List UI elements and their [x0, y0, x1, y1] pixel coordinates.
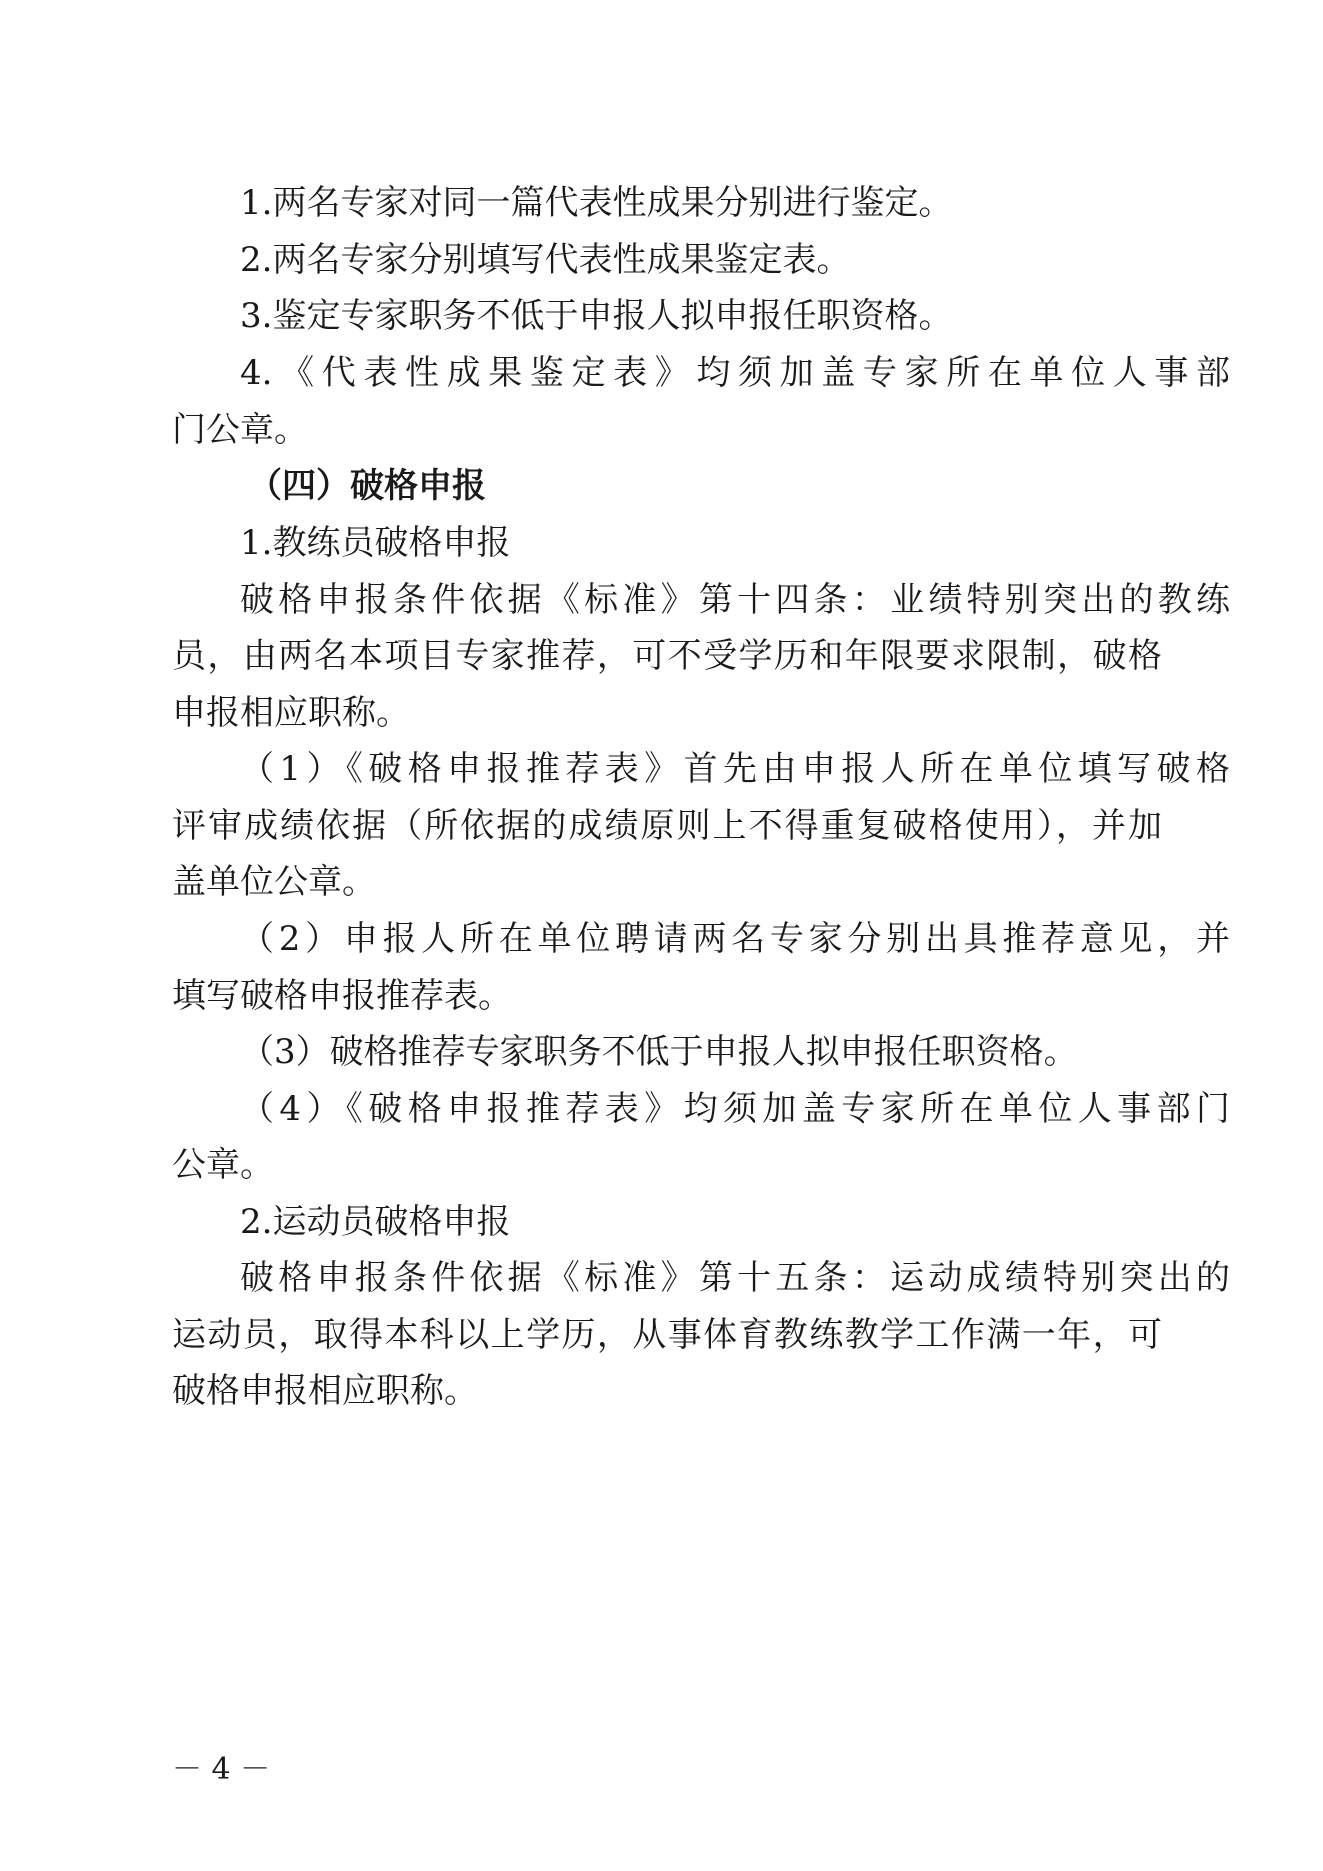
- text-line: 门公章。: [172, 410, 308, 450]
- page-number: － 4 －: [172, 1752, 271, 1787]
- text-line: 2.两名专家分别填写代表性成果鉴定表。: [240, 240, 851, 280]
- text-line: 评审成绩依据（所依据的成绩原则上不得重复破格使用），并加: [172, 806, 1162, 846]
- text-line: 公章。: [172, 1145, 274, 1185]
- text-line: 盖单位公章。: [172, 862, 376, 902]
- text-line: 破格申报条件依据《标准》第十四条：业绩特别突出的教练: [240, 580, 1230, 620]
- text-line: 破格申报相应职称。: [172, 1371, 478, 1411]
- text-line: 申报相应职称。: [172, 693, 410, 733]
- text-line: 破格申报条件依据《标准》第十五条：运动成绩特别突出的: [240, 1258, 1230, 1298]
- text-line: （4）《破格申报推荐表》均须加盖专家所在单位人事部门: [240, 1089, 1230, 1129]
- text-line: 运动员，取得本科以上学历，从事体育教练教学工作满一年，可: [172, 1315, 1162, 1355]
- text-line: 填写破格申报推荐表。: [172, 976, 512, 1016]
- text-line: 员，由两名本项目专家推荐，可不受学历和年限要求限制，破格: [172, 636, 1162, 676]
- text-line: （1）《破格申报推荐表》首先由申报人所在单位填写破格: [240, 749, 1230, 789]
- text-line: 3.鉴定专家职务不低于申报人拟申报任职资格。: [240, 296, 953, 336]
- text-line: （3）破格推荐专家职务不低于申报人拟申报任职资格。: [240, 1032, 1078, 1072]
- text-line: 4.《代表性成果鉴定表》均须加盖专家所在单位人事部: [240, 353, 1230, 393]
- section-heading: （四）破格申报: [248, 466, 486, 506]
- text-line: 1.教练员破格申报: [240, 523, 511, 563]
- text-line: （2）申报人所在单位聘请两名专家分别出具推荐意见，并: [240, 919, 1230, 959]
- text-line: 2.运动员破格申报: [240, 1202, 511, 1242]
- text-line: 1.两名专家对同一篇代表性成果分别进行鉴定。: [240, 183, 953, 223]
